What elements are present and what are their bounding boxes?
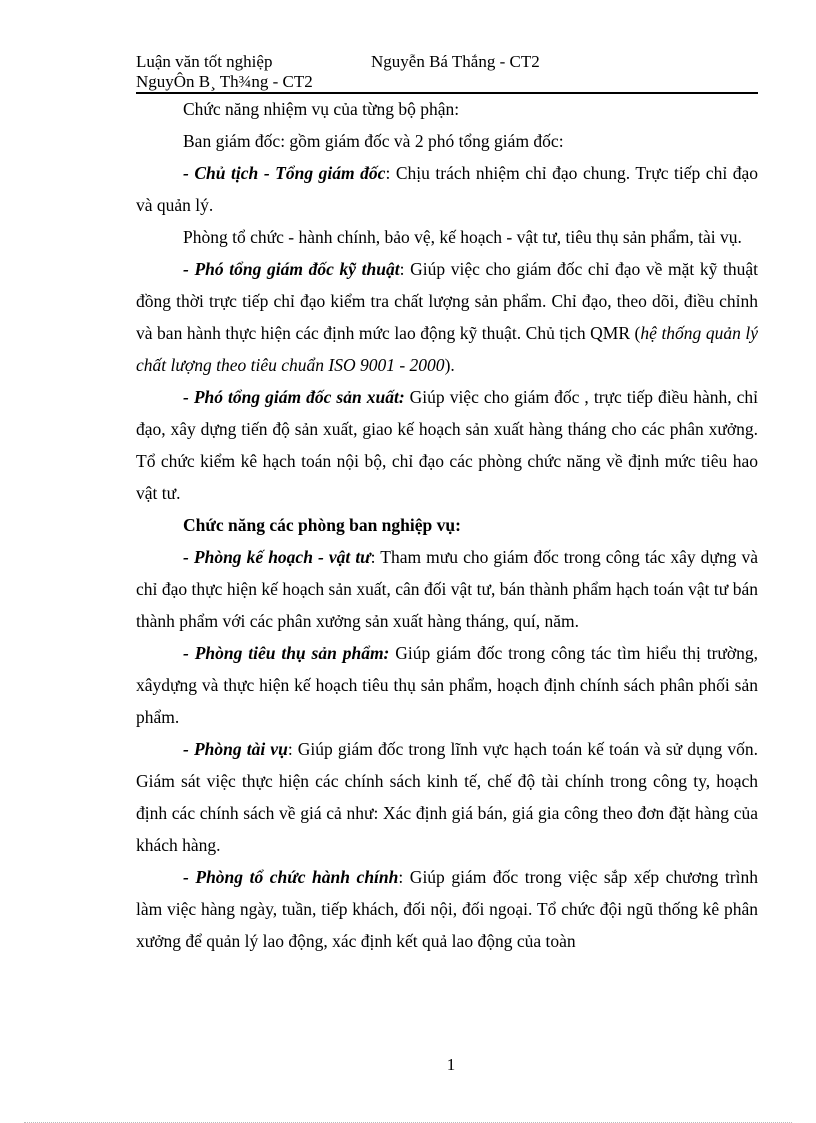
page-number: 1 [446,1055,456,1074]
paragraph-sales-department: - Phòng tiêu thụ sản phẩm: Giúp giám đốc trong công tác tìm hiểu thị trường, xâydựng và thực hiện kế hoạch tiêu thụ sản phẩm, hoạch định chính sách phân phối sản phẩm. [136,643,759,727]
planning-materials-label: - Phòng kế hoạch - vật tư [183,547,371,567]
paragraph-finance-department: - Phòng tài vụ: Giúp giám đốc trong lĩnh vực hạch toán kế toán và sử dụng vốn. Giám sát việc thực hiện các chính sách kinh tế, chế độ tài chính trong công ty, hoạch định các chính sách về giá cả như: Xác định giá bán, giá gia công theo đơn đặt hàng của khách hàng. [136,739,758,855]
header-thesis-title: Luận văn tốt nghiệp [136,52,273,71]
header-author: Nguyễn Bá Thắng - CT2 [371,52,540,71]
production-vice-director-label: - Phó tổng giám đốc sản xuất: [183,387,405,407]
paragraph-admin-department: - Phòng tổ chức hành chính: Giúp giám đốc trong việc sắp xếp chương trình làm việc hàng ngày, tuần, tiếp khách, đối nội, đối ngoại. Tổ chức đội ngũ thống kê phân xưởng để quản lý lao động, xác định kết quả lao động của toàn [136,867,758,951]
document-body [136,93,758,957]
paragraph-chairman: - Chủ tịch - Tổng giám đốc: Chịu trách nhiệm chỉ đạo chung. Trực tiếp chỉ đạo và quản lý. [136,163,758,215]
technical-vice-director-label: - Phó tổng giám đốc kỹ thuật [183,259,400,279]
chairman-label: - Chủ tịch - Tổng giám đốc [183,163,386,183]
paragraph-board-of-directors: Ban giám đốc: gồm giám đốc và 2 phó tổng giám đốc: [183,131,564,151]
paragraph-technical-vice-director: - Phó tổng giám đốc kỹ thuật: Giúp việc cho giám đốc chỉ đạo về mặt kỹ thuật đồng thời trực tiếp chỉ đạo kiểm tra chất lượng sản phẩm. Chỉ đạo, theo dõi, điều chỉnh và ban hành thực hiện các định mức lao động kỹ thuật. Chủ tịch QMR (hệ thống quản lý chất lượng theo tiêu chuẩn ISO 9001 - 2000). [136,259,758,375]
paragraph-planning-materials: - Phòng kế hoạch - vật tư: Tham mưu cho giám đốc trong công tác xây dựng và chỉ đạo thực hiện kế hoạch sản xuất, cân đối vật tư, bán thành phẩm hạch toán vật tư bán thành phẩm với các phân xưởng sản xuất hàng tháng, quí, năm. [136,547,758,631]
paragraph-functions-intro: Chức năng nhiệm vụ của từng bộ phận: [183,99,460,119]
sales-department-label: - Phòng tiêu thụ sản phẩm: [183,643,390,663]
finance-department-label: - Phòng tài vụ [183,739,288,759]
qmr-italic-note: hệ thống quản lý chất lượng theo tiêu chuẩn ISO 9001 - 2000 [136,323,758,375]
admin-department-label: - Phòng tổ chức hành chính [183,867,399,887]
paragraph-production-vice-director: - Phó tổng giám đốc sản xuất: Giúp việc cho giám đốc , trực tiếp điều hành, chỉ đạo, xây dựng tiến độ sản xuất, giao kế hoạch sản xuất hàng tháng cho các phân xưởng. Tổ chức kiểm kê hạch toán nội bộ, chỉ đạo các phòng chức năng về định mức tiêu hao vật tư. [136,387,758,503]
header-author-garbled: NguyÔn B¸ Th¾ng - CT2 [136,72,313,91]
paragraph-departments-list: Phòng tổ chức - hành chính, bảo vệ, kế hoạch - vật tư, tiêu thụ sản phẩm, tài vụ. [183,227,742,247]
paragraph-departments-heading: Chức năng các phòng ban nghiệp vụ: [183,515,461,535]
